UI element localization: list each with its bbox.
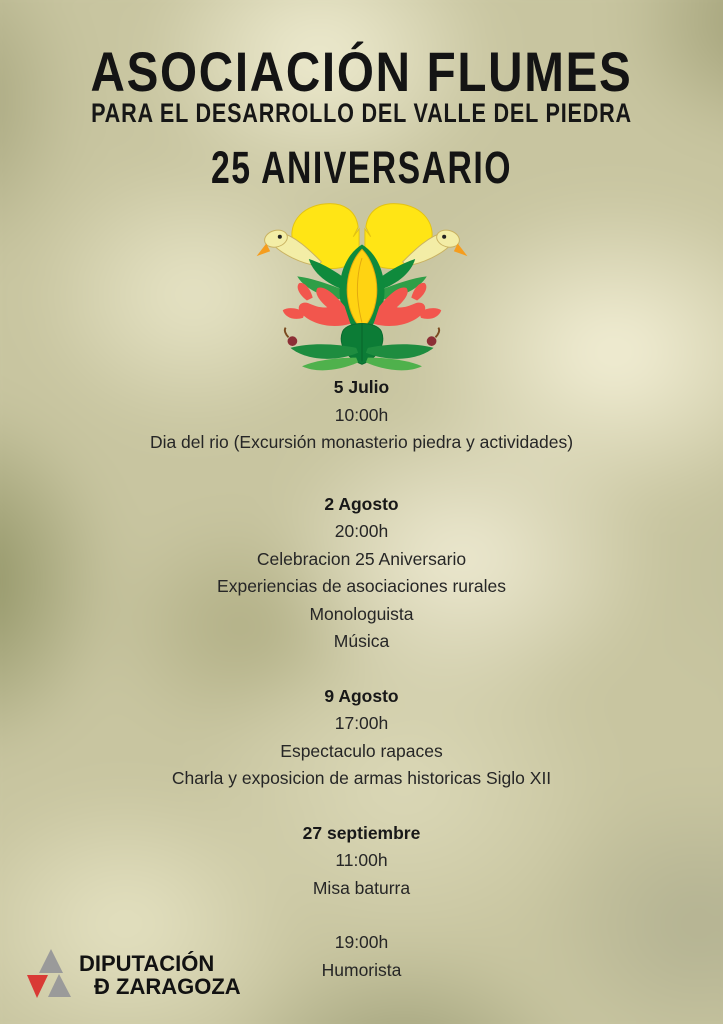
event-date: 2 Agosto <box>324 493 399 514</box>
dpz-logo-text <box>79 952 241 998</box>
page-subtitle: PARA EL DESARROLLO DEL VALLE DEL PIEDRA <box>91 98 632 128</box>
event-time: 11:00h <box>335 850 388 870</box>
dpz-logo-line1: DIPUTACIÓN <box>79 951 215 976</box>
diputacion-zaragoza-logo <box>27 948 241 1000</box>
event-time: 20:00h <box>334 521 389 541</box>
flumes-emblem-icon <box>254 200 470 374</box>
event-time: 10:00h <box>334 404 389 425</box>
event-block-2-agosto <box>144 491 580 656</box>
event-description: Charla y exposicion de armas historicas Siglo XII <box>171 768 552 788</box>
event-description: Dia del rio (Excursión monasterio piedra y actividades) <box>149 432 574 452</box>
page-title: ASOCIACIÓN FLUMES <box>90 40 633 103</box>
anniversary-title: 25 ANIVERSARIO <box>210 142 513 193</box>
event-description: Experiencias de asociaciones rurales <box>217 576 506 596</box>
event-date: 27 septiembre <box>302 822 421 843</box>
event-date: 9 Agosto <box>324 685 399 706</box>
event-description: Espectaculo rapaces <box>280 740 443 761</box>
event-time: 17:00h <box>334 713 389 733</box>
event-description: Celebracion 25 Aniversario <box>256 548 467 569</box>
event-block-5-julio <box>144 374 580 457</box>
event-description: Música <box>333 631 390 651</box>
dpz-triangles-icon <box>27 948 72 1000</box>
dpz-logo-line2: Đ ZARAGOZA <box>94 974 241 999</box>
event-block-9-agosto <box>144 683 580 793</box>
event-description: Monologuista <box>309 603 414 624</box>
event-date: 5 Julio <box>333 377 390 397</box>
event-description: Misa baturra <box>312 877 411 898</box>
event-schedule <box>144 374 580 1011</box>
event-block-27-septiembre <box>144 820 580 903</box>
event-description: Humorista <box>321 959 402 980</box>
event-time: 19:00h <box>334 932 389 952</box>
